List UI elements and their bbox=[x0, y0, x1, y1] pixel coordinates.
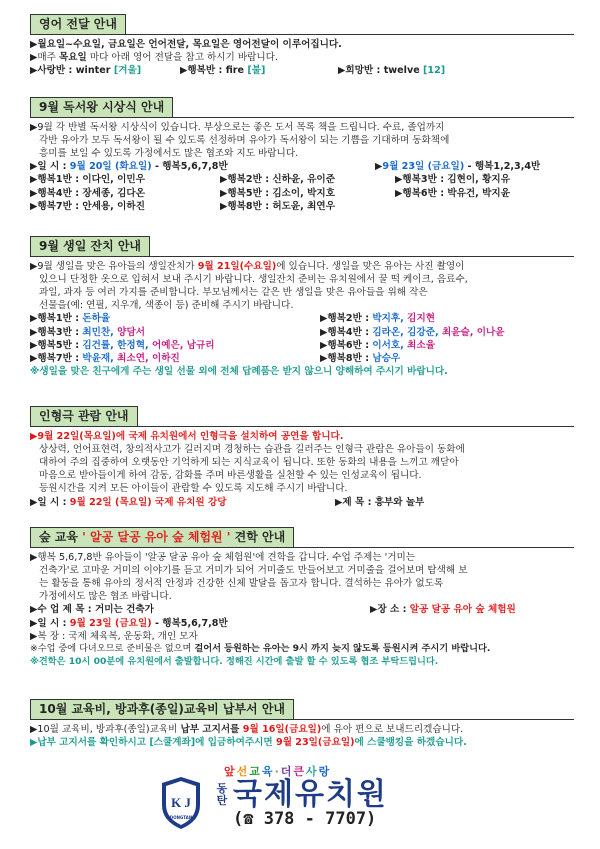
birthday-children: ▶행복1반 : 돈하율 ▶행복2반 : 박지후, 김지현 ▶행복3반 : 최민찬, 양담서 ▶행복4반 : 김라온, 김강준, 최윤슬, 이나윤 ▶행복5반 : 김건률, 한정혁, 어예은, 남규리 ▶행복6반 : 이서호, 최소율 ▶행복7반 : 박윤재, 최소연, 이하진 ▶행복8반 : 남승우 bbox=[30, 313, 505, 365]
birthday-section bbox=[30, 236, 574, 379]
section-title: 10월 교육비, 방과후(종일)교육비 납부서 안내 bbox=[30, 699, 294, 720]
section-title: 9월 독서왕 시상식 안내 bbox=[30, 97, 173, 118]
puppet-show-headline: ▶9월 22일(목요일)에 국제 유치원에서 인형극을 설치하여 공연을 합니다. bbox=[30, 430, 344, 442]
forest-note-2: ※견학은 10시 00분에 유치원에서 출발합니다. 정해진 시간에 출발 할 수 있도록 협조 부탁드립니다. bbox=[30, 655, 439, 667]
forest-education-section bbox=[30, 527, 574, 669]
section-title: 영어 전달 안내 bbox=[30, 14, 126, 35]
reading-paragraph: ▶9월 각 반별 독서왕 시상식이 있습니다. 부상으로는 좋은 도서 목록 책을 드립니다. 수료, 졸업까지 각반 유아가 모두 독서왕이 될 수 있도록 선정하며 유아가 독서왕이 되는 기쁨을 기대하며 동화책에 흥미를 보일 수 있도록 가정에서도 많은 협조와 지도 바랍니다. bbox=[30, 121, 450, 160]
svg-text:DONGTAN: DONGTAN bbox=[169, 815, 193, 820]
forest-date-row: ▶일 시 : 9월 23일 (금요일) - 행복5,6,7,8반 bbox=[30, 617, 228, 629]
slogan-char: 교 bbox=[249, 765, 261, 778]
puppet-show-paragraph: 상상력, 언어표현력, 창의적사고가 길러지며 경청하는 습관을 길러주는 인형극 관람은 유아들이 동화에 대하여 주의 집중하여 오랫동안 기억하게 되는 지식교육이 됩니다. 또한 동화의 내용을 느끼고 깨닫아 마음으로 받아들이게 하여 감동, 감화를 주며 바른생활을 실천할 수 있는 인성교육이 됩니다. 등원시간을 지켜 모든 아이들이 관람할 수 있도록 지도해 주시기 바랍니다. bbox=[39, 443, 465, 495]
section-title: 숲 교육 ' 알공 달공 유아 숲 체험원 ' 견학 안내 bbox=[30, 527, 294, 548]
reading-award-section bbox=[30, 97, 574, 213]
slogan-char: · bbox=[274, 765, 280, 778]
slogan-char: 큰 bbox=[293, 765, 306, 778]
forest-dress-row: ▶복 장 : 국제 체육복, 운동화, 개인 모자 bbox=[30, 630, 198, 642]
kindergarten-name-main: 국제유치원 bbox=[233, 777, 388, 812]
tuition-notice-section bbox=[30, 699, 574, 749]
forest-note-1: ※수업 중에 다녀오므로 준비물은 없으며 걸어서 등원하는 유아는 9시 까지 늦지 않도록 등원시켜 주시기 바랍니다. bbox=[30, 643, 491, 655]
tuition-line-2: ▶납부 고지서를 확인하시고 [스쿨계좌]에 입금하여주시면 9월 23일(금요일)에 스쿨뱅킹을 하겠습니다. bbox=[30, 736, 467, 748]
section-title: 9월 생일 잔치 안내 bbox=[30, 236, 150, 257]
english-reference-line: ▶매주 목요일 마다 아래 영어 전달을 참고 하시기 바랍니다. bbox=[30, 51, 278, 63]
svg-text:K J: K J bbox=[171, 795, 191, 810]
birthday-note: ※생일을 맞은 친구에게 주는 생일 선물 외에 전체 답례품은 받지 않으니 양해하여 주시기 바랍니다. bbox=[30, 366, 448, 378]
tuition-line-1: ▶10월 교육비, 방과후(종일)교육비 납부 고지서를 9월 16일(금요일)에 유아 편으로 보내드리겠습니다. bbox=[30, 723, 464, 735]
puppet-show-details: ▶일 시 : 9월 22일 (목요일) 국제 유치원 강당 ▶제 목 : 흥부와 놀부 bbox=[30, 496, 425, 508]
section-title: 인형극 관람 안내 bbox=[30, 406, 138, 427]
slogan-char: 육 bbox=[261, 765, 274, 778]
forest-topic-row: ▶수 업 제 목 : 거미는 건축가 ▶장 소 : 알공 달공 유아 숲 체험원 bbox=[30, 604, 516, 616]
slogan-char: 더 bbox=[280, 765, 293, 778]
puppet-show-section bbox=[30, 406, 574, 509]
reading-winners: ▶행복1반 : 이다인, 이민우 ▶행복2반 : 신하윤, 유이준 ▶행복3반 : 김현이, 황지유 ▶행복4반 : 장세종, 김다온 ▶행복5반 : 김소이, 박지호 ▶행복6반 : 박유건, 박지윤 ▶행복7반 : 안세용, 이하진 ▶행복8반 : 허도윤, 최연우 bbox=[30, 174, 510, 212]
reading-dates-row: ▶일 시 : 9월 20일 (화요일) - 행복5,6,7,8반 ▶9월 23일 (금요일) - 행복1,2,3,4반 bbox=[30, 161, 541, 173]
slogan-char: 앞 bbox=[224, 765, 236, 778]
english-section bbox=[30, 14, 574, 77]
kindergarten-name-prefix: 동탄 bbox=[216, 781, 228, 807]
kindergarten-phone: (☎ 378 - 7707) bbox=[233, 809, 377, 829]
english-words-row: ▶사랑반 : winter [겨울] ▶행복반 : fire [불] ▶희망반 : twelve [12] bbox=[30, 65, 446, 77]
english-schedule-line: ▶월요일~수요일, 금요일은 언어전달, 목요일은 영어전달이 이루어집니다. bbox=[30, 38, 342, 50]
forest-paragraph: ▶행복 5,6,7,8반 유아들이 '알공 달공 유아 숲 체험원'에 견학을 갑니다. 수업 주제는 '거미는 건축가'로 고마운 거미의 이야기를 듣고 거미가 되어 거미줄도 만들어보고 거미줄을 걸어보며 탐색해 보 는 활동을 통해 유아의 정서적 안정과 건강한 신체 발달을 돕고자 합니다. 결석하는 유아가 없도록 가정에서도 많은 협조 바랍니다. bbox=[30, 551, 468, 603]
birthday-paragraph: ▶9월 생일을 맞은 유아들의 생일잔치가 9월 21일(수요일)에 있습니다. 생일을 맞은 유아는 사진 촬영이 있으니 단정한 옷으로 입혀서 보내 주시기 바랍니다. 생일잔치 준비는 유치원에서 꿀 떡 케이크, 음료수, 과일, 과자 등 여러 가지를 준비합니다. 부모님께서는 같은 반 생일을 맞은 유아들을 위해 작은 선물을(예: 연필, 지우개, 색종이 등) 준비해 주시기 바랍니다. bbox=[30, 260, 468, 312]
slogan-char: 랑 bbox=[318, 765, 331, 778]
kindergarten-logo-icon bbox=[158, 775, 204, 831]
slogan-char: 사 bbox=[306, 765, 318, 778]
slogan-char: 선 bbox=[236, 765, 249, 778]
